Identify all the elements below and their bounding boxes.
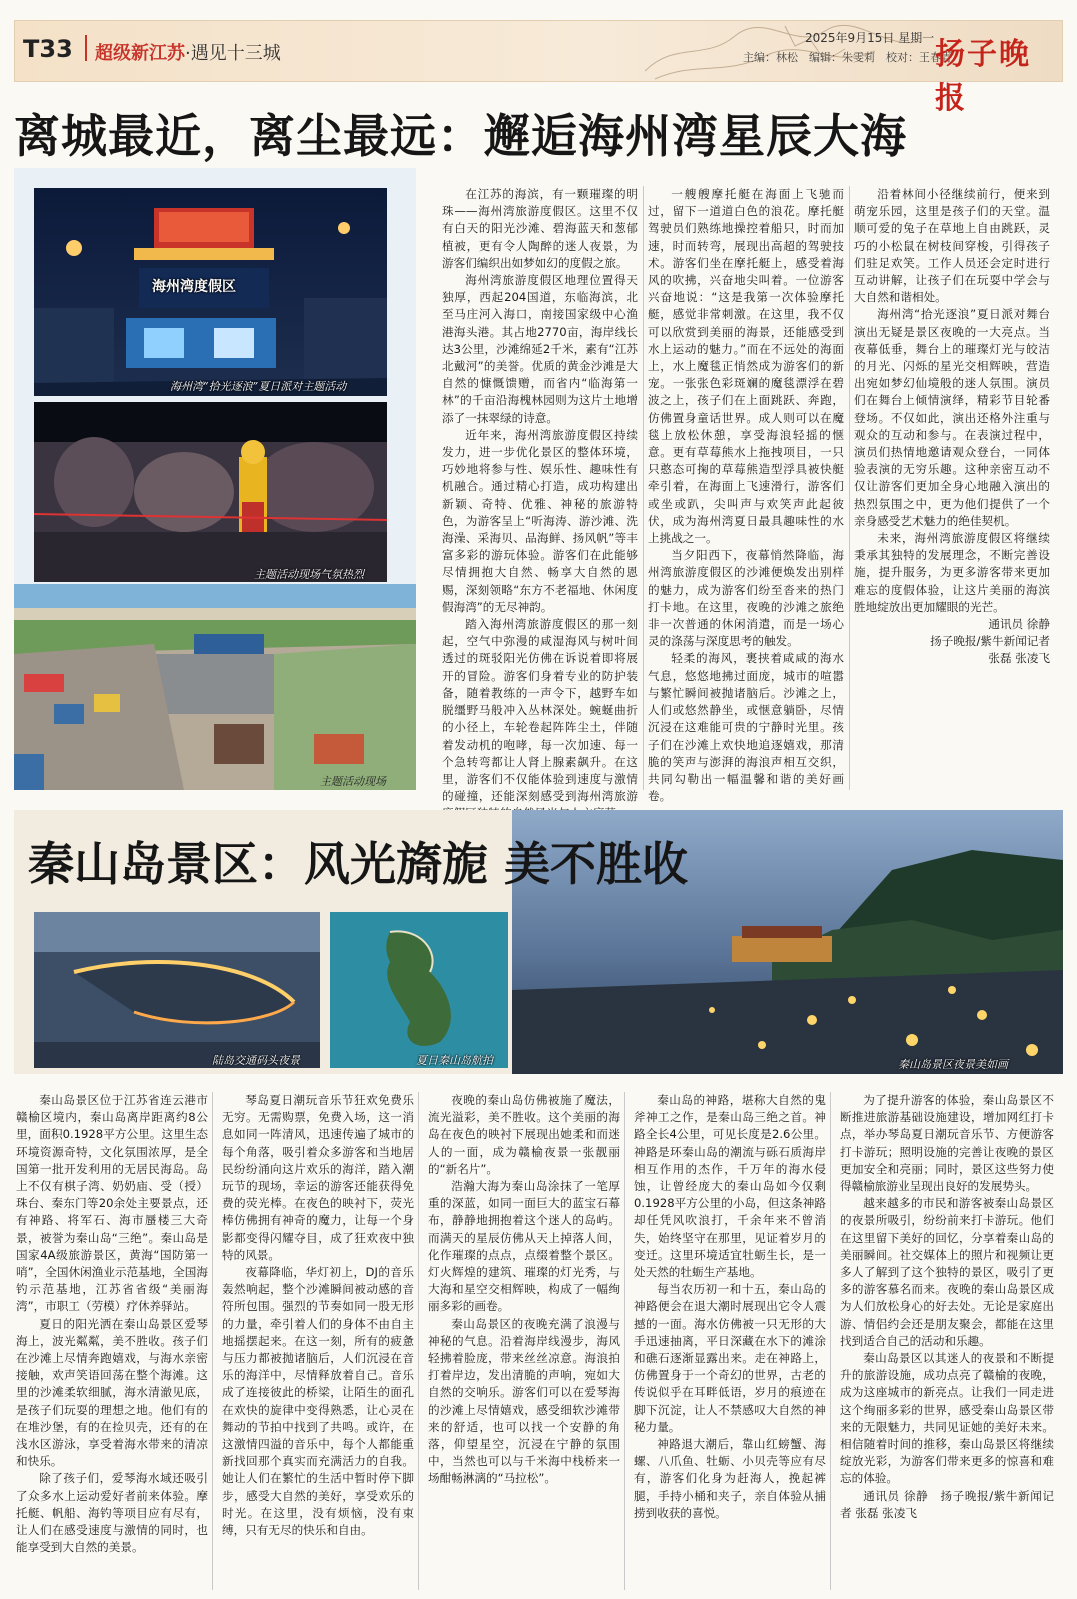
photo-caption: 主题活动现场: [320, 775, 386, 788]
island-aerial-photo: [330, 912, 508, 1068]
article1-column-2: [648, 186, 844, 804]
night-stage-photo: [34, 188, 387, 396]
paragraph: 神路退大潮后，靠山红螃蟹、海螺、八爪鱼、牡蛎、小贝壳等应有尽有，游客们化身为赶海人，挽起裤腿，手持小桶和夹子，亲自体验从捕捞到收获的喜悦。: [634, 1437, 826, 1520]
page-number: T33: [23, 35, 73, 63]
byline: 张磊 张凌飞: [988, 651, 1050, 666]
section-title-main: 超级新江苏: [95, 43, 185, 64]
photo-caption: 夏日秦山岛航拍: [416, 1054, 493, 1067]
paragraph: 秦山岛景区的夜晚充满了浪漫与神秘的气息。沿着海岸线漫步，海风轻拂着脸庞，带来丝丝凉意。海浪拍打着岸边，发出清脆的声响，宛如大自然的交响乐。游客们可以在爱琴海的沙滩上尽情嬉戏，感受细软沙滩带来的舒适，也可以找一个安静的角落，仰望星空，沉浸在宁静的氛围中，当然也可以与千米海中栈桥来一场酣畅淋漓的“马拉松”。: [428, 1316, 620, 1486]
paragraph: 在江苏的海滨，有一颗璀璨的明珠——海州湾旅游度假区。这里不仅有白天的阳光沙滩、碧海蓝天和葱郁植被，更有令人陶醉的迷人夜景，为游客们编织出如梦如幻的度假之旅。: [442, 187, 638, 270]
article2-column-3: [428, 1092, 620, 1590]
section-title: [95, 39, 281, 65]
column-rule: [418, 1092, 419, 1590]
aerial-venue-photo: [14, 584, 416, 790]
column-rule: [643, 186, 644, 790]
paragraph: 未来，海州湾旅游度假区将继续秉承其独特的发展理念，不断完善设施，提升服务，为更多游客带来更加难忘的度假体验，让这片美丽的海滨胜地绽放出更加耀眼的光芒。: [854, 531, 1050, 614]
paragraph: 当夕阳西下，夜幕悄然降临，海州湾旅游度假区的沙滩便焕发出别样的魅力，成为游客们纷至沓来的热门打卡地。在这里，夜晚的沙滩之旅绝非一次普通的休闲消遣，而是一场心灵的涤荡与深度思考的触发。: [648, 548, 844, 649]
paragraph: 秦山岛景区以其迷人的夜景和不断提升的旅游设施，成功点亮了赣榆的夜晚，成为这座城市的新亮点。让我们一同走进这个绚丽多彩的世界，感受秦山岛景区带来的无限魅力，共同见证她的美好未来。相信随着时间的推移，秦山岛景区将继续绽放光彩，为游客们带来更多的惊喜和难忘的体验。: [840, 1351, 1054, 1486]
paragraph: 除了孩子们，爱琴海水域还吸引了众多水上运动爱好者前来体验。摩托艇、帆船、海钓等项目应有尽有，让人们在感受速度与激情的同时，也能享受到大自然的美景。: [16, 1471, 208, 1555]
byline: 通讯员 徐静: [988, 617, 1050, 632]
byline: 通讯员 徐静 扬子晚报/紫牛新闻记者 张磊 张凌飞: [840, 1488, 1054, 1520]
paragraph: 琴岛夏日潮玩音乐节狂欢免费乐无穷。无需购票，免费入场，这一消息如同一阵清风，迅速传遍了城市的每个角落，吸引着众多游客和当地居民纷纷涌向这片欢乐的海洋，踏入潮玩节的现场，幸运的游客还能获得免费的荧光棒。在夜色的映衬下，荧光棒仿佛拥有神奇的魔力，让每一个身影都变得闪耀夺目，成了狂欢夜中独特的风景。: [222, 1093, 414, 1262]
stage-sign-text: 海州湾度假区: [152, 279, 236, 295]
paragraph: 每当农历初一和十五，秦山岛的神路便会在退大潮时展现出它令人震撼的一面。海水仿佛被一只无形的大手迅速抽离，平日深藏在水下的滩涂和礁石逐渐显露出来。走在神路上，仿佛置身于一个奇幻的世界，古老的传说似乎在耳畔低语，岁月的痕迹在脚下沉淀，让人不禁感叹大自然的神秘力量。: [634, 1282, 826, 1434]
byline: 扬子晚报/紫牛新闻记者: [930, 634, 1050, 649]
column-rule: [830, 1092, 831, 1590]
article1-headline: 离城最近，离尘最远：邂逅海州湾星辰大海: [14, 109, 907, 163]
column-rule: [212, 1092, 213, 1590]
article2-headline: 秦山岛景区：风光旖旎 美不胜收: [28, 837, 689, 891]
paragraph: 沿着林间小径继续前行，便来到萌宠乐园，这里是孩子们的天堂。温顺可爱的兔子在草地上自由跳跃，灵巧的小松鼠在树枝间穿梭，引得孩子们驻足欢笑。工作人员还会定时进行互动讲解，让孩子们在玩耍中学会与大自然和谐相处。: [854, 187, 1050, 305]
article1-column-1: [442, 186, 638, 804]
issue-date: 2025年9月15日 星期一: [805, 31, 935, 45]
issue-editors: 主编：林松 编辑：朱雯莉 校对：王春青: [743, 51, 952, 64]
article2-column-4: [634, 1092, 826, 1590]
dock-night-photo: [34, 912, 320, 1068]
photo-caption: 海州湾“拾光逐浪”夏日派对主题活动: [170, 380, 347, 393]
article2-column-2: [222, 1092, 414, 1590]
photo-caption: 陆岛交通码头夜景: [212, 1054, 300, 1067]
article1-column-3: [854, 186, 1050, 790]
paragraph: 夏日的阳光洒在秦山岛景区爱琴海上，波光粼粼，美不胜收。孩子们在沙滩上尽情奔跑嬉戏，与海水亲密接触，欢声笑语回荡在整个海滩。这里的沙滩柔软细腻，海水清澈见底，是孩子们玩耍的理想之地。他们有的在堆沙堡，有的在捡贝壳，还有的在浅水区游泳，享受着海水带来的清凉和快乐。: [16, 1316, 208, 1469]
column-rule: [849, 186, 850, 790]
paragraph: 轻柔的海风，裹挟着咸咸的海水气息，悠悠地拂过面庞，城市的喧嚣与繁忙瞬间被抛诸脑后。沙滩之上，人们或悠然静坐，或惬意躺卧，尽情沉浸在这难能可贵的宁静时光里。孩子们在沙滩上欢快地追逐嬉戏，那清脆的笑声与澎湃的海浪声相互交织，共同勾勒出一幅温馨和谐的美好画卷。: [648, 651, 844, 804]
photo-caption: 秦山岛景区夜景美如画: [898, 1058, 1008, 1071]
paragraph: 夜晚的秦山岛仿佛被施了魔法，流光溢彩，美不胜收。这个美丽的海岛在夜色的映衬下展现出她柔和而迷人的一面，成为赣榆夜景一张靓丽的“新名片”。: [428, 1093, 620, 1176]
paragraph: 秦山岛景区位于江苏省连云港市赣榆区境内，秦山岛离岸距离约8公里，面积0.1928平方公里。这里生态环境资源奇特，文化氛围浓厚，是全国第一批开发利用的无居民海岛。岛上不仅有棋子湾、奶奶庙、受（授）珠台、秦东门等20余处主要景点，还有神路、将军石、海市蜃楼三大奇景，被誉为秦山岛“三绝”。秦山岛是国家4A级旅游景区，黄海“国防第一哨”，全国休闲渔业示范基地，全国海钓示范基地，江苏省省级“美丽海湾”，市职工（劳模）疗休养驿站。: [16, 1093, 208, 1314]
article2-column-1: [16, 1092, 208, 1590]
paragraph: 浩瀚大海为秦山岛涂抹了一笔厚重的深蓝，如同一面巨大的蓝宝石幕布，静静地拥抱着这个迷人的岛屿。而满天的星辰仿佛从天上掉落人间，化作璀璨的点点，点缀着整个景区。灯火辉煌的建筑、璀璨的灯光秀，与大海和星空交相辉映，构成了一幅绚丽多彩的画卷。: [428, 1179, 620, 1314]
photo-caption: 主题活动现场气氛热烈: [254, 568, 364, 581]
page-header: [14, 20, 1063, 116]
paragraph: 近年来，海州湾旅游度假区持续发力，进一步优化景区的整体环境，巧妙地将参与性、娱乐性、趣味性有机融合。通过精心打造，成功构建出新颖、奇特、优雅、神秘的旅游特色，为游客呈上“听海涛、游沙滩、洗海澡、采海贝、品海鲜、扬风帆”等丰富多彩的游玩体验。游客们在此能够尽情拥抱大自然、畅享大自然的恩赐，深刻领略“东方不老福地、休闲度假海湾”的无尽神韵。: [442, 427, 638, 614]
column-rule: [624, 1092, 625, 1590]
section-title-sub: ·遇见十三城: [185, 43, 281, 64]
newspaper-logo: 扬子晚报: [935, 37, 1031, 116]
crowd-night-photo: [34, 402, 387, 582]
paragraph: 越来越多的市民和游客被秦山岛景区的夜景所吸引，纷纷前来打卡游玩。他们在这里留下美好的回忆，分享着秦山岛的美丽瞬间。社交媒体上的照片和视频让更多人了解到了这个独特的景区，吸引了更多的游客慕名而来。夜晚的秦山岛景区成为人们放松身心的好去处。无论是家庭出游、情侣约会还是朋友聚会，都能在这里找到适合自己的活动和乐趣。: [840, 1196, 1054, 1348]
paragraph: 海州湾“拾光逐浪”夏日派对舞台演出无疑是景区夜晚的一大亮点。当夜幕低垂，舞台上的璀璨灯光与皎洁的月光、闪烁的星光交相辉映，营造出宛如梦幻仙境般的迷人氛围。演员们在舞台上倾情演绎，精彩节目轮番登场。不仅如此，演出还格外注重与观众的互动和参与。在表演过程中，演员们热情地邀请观众登台，一同体验表演的无穷乐趣。这种亲密互动不仅让游客们更加全身心地融入演出的热烈氛围之中，更为他们提供了一个亲身感受艺术魅力的绝佳契机。: [854, 307, 1050, 528]
paragraph: 海州湾旅游度假区地理位置得天独厚，西起204国道，东临海滨，北至马庄河入海口，南接国家级中心渔港海头港。其占地2770亩，海岸线长达3公里，沙滩绵延2千米，素有“江苏北戴河”的美誉。优质的黄金沙滩是大自然的慷慨馈赠，而省内“临海第一林”的千亩沿海槐林园则为这片土地增添了一抹翠绿的诗意。: [442, 273, 638, 425]
paragraph: 一艘艘摩托艇在海面上飞驰而过，留下一道道白色的浪花。摩托艇驾驶员们熟练地操控着船只，时而加速，时而转弯，展现出高超的驾驶技术。游客们坐在摩托艇上，感受着海风的吹拂，兴奋地尖叫着。一位游客兴奋地说：“这是我第一次体验摩托艇，感觉非常刺激。在这里，我不仅可以欣赏到美丽的海景，还能感受到水上运动的魅力。”而在不远处的海面上，水上魔毯正悄然成为游客们的新宠。一张张色彩斑斓的魔毯漂浮在碧波之上，孩子们在上面跳跃、奔跑，仿佛置身童话世界。成人则可以在魔毯上放松休憩，享受海浪轻摇的惬意。更有草莓熊水上拖拽项目，一只只憨态可掬的草莓熊造型浮具被快艇牵引着，在海面上飞速滑行，游客们或坐或趴，尖叫声与欢笑声此起彼伏，成为海州湾夏日最具趣味性的水上挑战之一。: [648, 187, 844, 546]
paragraph: 夜幕降临，华灯初上，DJ的音乐轰然响起，整个沙滩瞬间被动感的音符所包围。强烈的节奏如同一股无形的力量，牵引着人们的身体不由自主地摇摆起来。在这一刻，所有的疲惫与压力都被抛诸脑后，人们沉浸在音乐的海洋中，尽情释放着自己。音乐成了连接彼此的桥梁，让陌生的面孔在欢快的旋律中变得熟悉，让心灵在舞动的节拍中找到了共鸣。或许，在这激情四溢的音乐中，每个人都能重新找回那个真实而充满活力的自我。她让人们在繁忙的生活中暂时停下脚步，感受大自然的美好，享受欢乐的时光。在这里，没有烦恼，没有束缚，只有无尽的快乐和自由。: [222, 1265, 414, 1538]
paragraph: 为了提升游客的体验，秦山岛景区不断推进旅游基础设施建设，增加网红打卡点，举办琴岛夏日潮玩音乐节、方便游客打卡游玩；照明设施的完善让夜晚的景区更加安全和亮丽；同时，景区这些努力使得赣榆旅游业呈现出良好的发展势头。: [840, 1093, 1054, 1194]
article2-column-5: [840, 1092, 1054, 1590]
paragraph: 踏入海州湾旅游度假区的那一刻起，空气中弥漫的咸湿海风与树叶间透过的斑驳阳光仿佛在诉说着即将展开的冒险。游客们身着专业的防护装备，随着教练的一声令下，越野车如脱缰野马般冲入丛林深处。蜿蜒曲折的小径上，车轮卷起阵阵尘土，伴随着发动机的咆哮，每一次加速、每一个急转弯都让人肾上腺素飙升。在这里，游客们不仅能体验到速度与激情的碰撞，还能深刻感受到海州湾旅游: [442, 617, 638, 804]
paragraph: 秦山岛的神路，堪称大自然的鬼斧神工之作，是秦山岛三绝之首。神路全长4公里，可见长度是2.6公里。神路是环秦山岛的潮流与砾石质海岸相互作用的杰作，千万年的海水侵蚀，让曾经庞大的秦山岛如今仅剩0.1928平方公里的小岛，但这条神路却任凭风吹浪打，千余年来不曾消失，始终坚守在那里，见证着岁月的变迁。这里环境适宜牡蛎生长，是一处天然的牡蛎生产基地。: [634, 1093, 826, 1280]
header-divider: [85, 35, 87, 61]
